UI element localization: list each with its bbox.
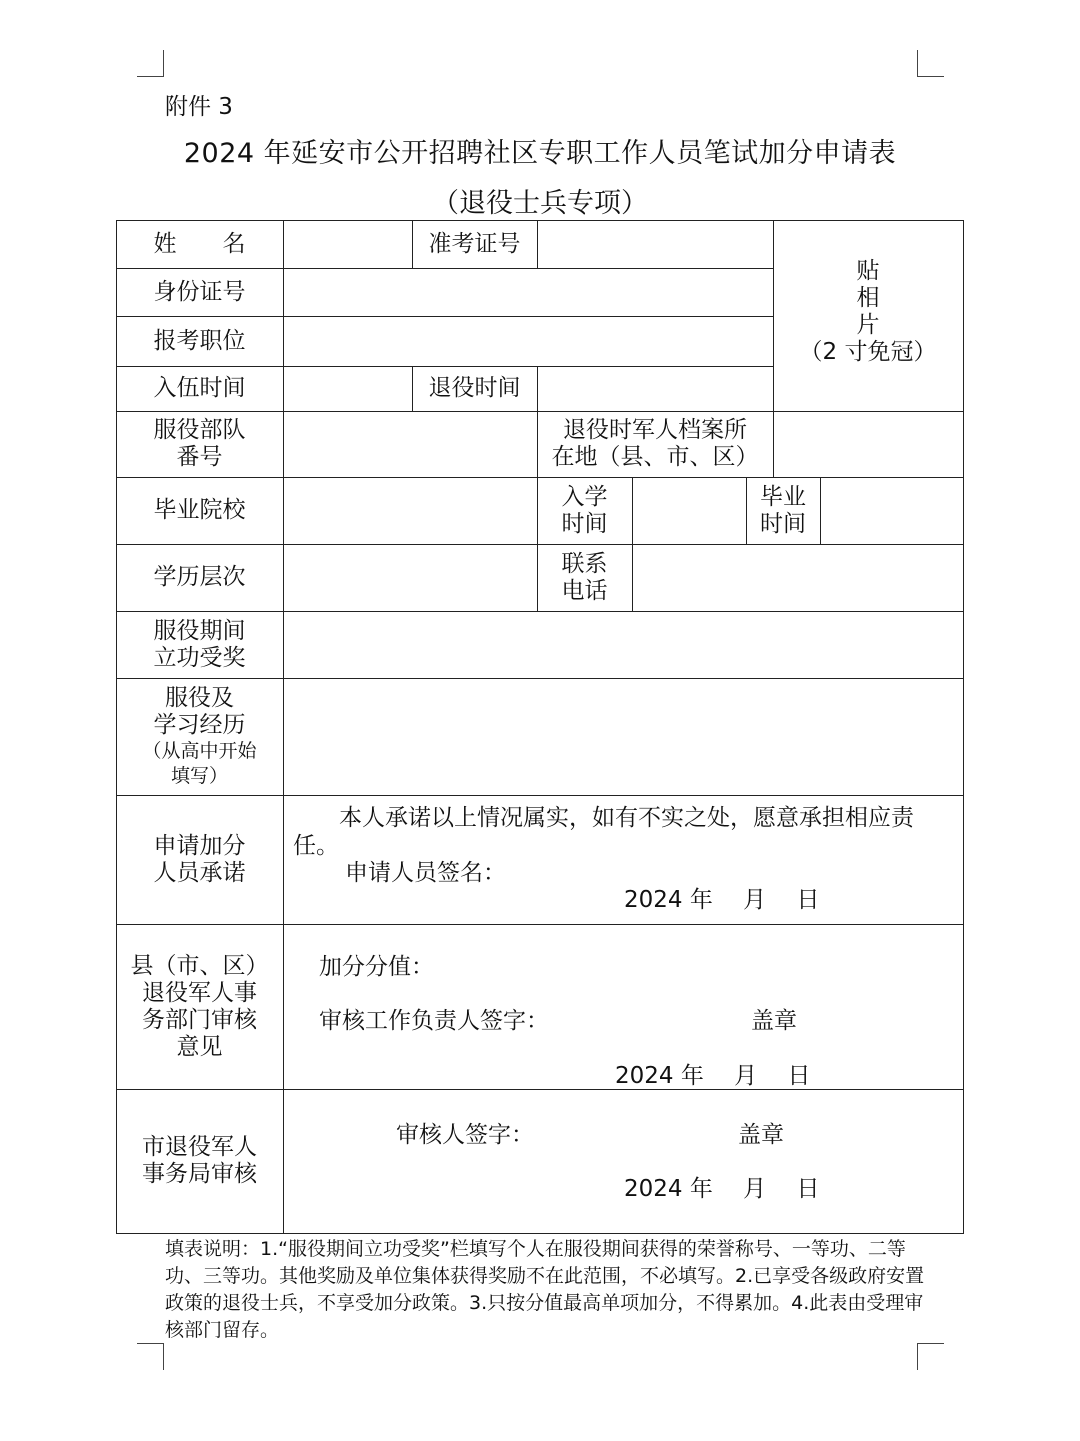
enlist-date-label: 入伍时间 xyxy=(153,375,246,401)
awards-label: 服役期间 立功受奖 xyxy=(153,617,246,671)
pledge-label: 申请加分 人员承诺 xyxy=(153,832,246,886)
id-number-label: 身份证号 xyxy=(153,278,246,305)
applicant-signature-label: 申请人员签名： xyxy=(345,860,506,886)
archive-location-label: 退役时军人档案所 在地（县、市、区） xyxy=(551,417,759,470)
exam-number-label: 准考证号 xyxy=(428,230,521,257)
school-label: 毕业院校 xyxy=(153,497,246,523)
education-field[interactable] xyxy=(284,545,537,611)
name-label: 姓 名 xyxy=(153,230,246,257)
photo-box: 贴 相 片 （2 寸免冠） xyxy=(799,258,937,365)
name-field[interactable] xyxy=(284,221,412,268)
archive-location-field[interactable] xyxy=(774,412,963,477)
county-signature-label: 审核工作负责人签字： xyxy=(319,1008,549,1034)
enroll-date-field[interactable] xyxy=(633,478,746,544)
phone-label: 联系 电话 xyxy=(561,550,608,604)
page-subtitle: （退役士兵专项） xyxy=(432,188,648,219)
county-review-label: 县（市、区） 退役军人事 务部门审核 意见 xyxy=(130,952,269,1060)
history-field[interactable] xyxy=(284,679,963,795)
school-field[interactable] xyxy=(284,478,537,544)
discharge-date-label: 退役时间 xyxy=(428,375,521,401)
county-seal-label: 盖章 xyxy=(751,1008,797,1034)
crop-mark-top-left xyxy=(137,50,164,77)
awards-field[interactable] xyxy=(284,612,963,678)
page-title: 2024 年延安市公开招聘社区专职工作人员笔试加分申请表 xyxy=(183,138,897,169)
filling-instructions: 填表说明：1.“服役期间立功受奖”栏填写个人在服役期间获得的荣誉称号、一等功、二等功、三等功。其他奖励及单位集体获得奖励不在此范围，不必填写。2.已享受各级政府安置政策的退役士兵，不享受加分政策。3.只按分值最高单项加分，不得累加。4.此表由受理审核部门留存。 xyxy=(165,1238,925,1341)
city-seal-label: 盖章 xyxy=(738,1122,784,1148)
pledge-date: 2024 年 月 日 xyxy=(624,887,820,913)
discharge-date-field[interactable] xyxy=(538,367,773,411)
bonus-value-label: 加分分值： xyxy=(319,954,434,980)
crop-mark-bottom-right xyxy=(917,1343,944,1370)
county-review-date: 2024 年 月 日 xyxy=(615,1063,811,1089)
enlist-date-field[interactable] xyxy=(284,367,412,411)
crop-mark-top-right xyxy=(917,50,944,77)
phone-field[interactable] xyxy=(633,545,963,611)
id-number-field[interactable] xyxy=(284,269,773,316)
graduate-date-field[interactable] xyxy=(821,478,963,544)
unit-number-field[interactable] xyxy=(284,412,537,477)
crop-mark-bottom-left xyxy=(137,1343,164,1370)
attachment-label: 附件 3 xyxy=(165,94,233,120)
history-label: 服役及 学习经历 （从高中开始 填写） xyxy=(142,684,257,787)
exam-number-field[interactable] xyxy=(538,221,773,268)
city-review-date: 2024 年 月 日 xyxy=(624,1176,820,1202)
pledge-text: 本人承诺以上情况属实，如有不实之处，愿意承担相应责任。 xyxy=(293,805,914,859)
graduate-date-label: 毕业 时间 xyxy=(760,483,806,537)
position-field[interactable] xyxy=(284,317,773,366)
city-review-label: 市退役军人 事务局审核 xyxy=(142,1134,257,1187)
enroll-date-label: 入学 时间 xyxy=(561,483,608,537)
unit-number-label: 服役部队 番号 xyxy=(153,417,246,470)
city-signature-label: 审核人签字： xyxy=(396,1122,534,1148)
position-label: 报考职位 xyxy=(153,327,246,354)
education-label: 学历层次 xyxy=(153,564,246,590)
